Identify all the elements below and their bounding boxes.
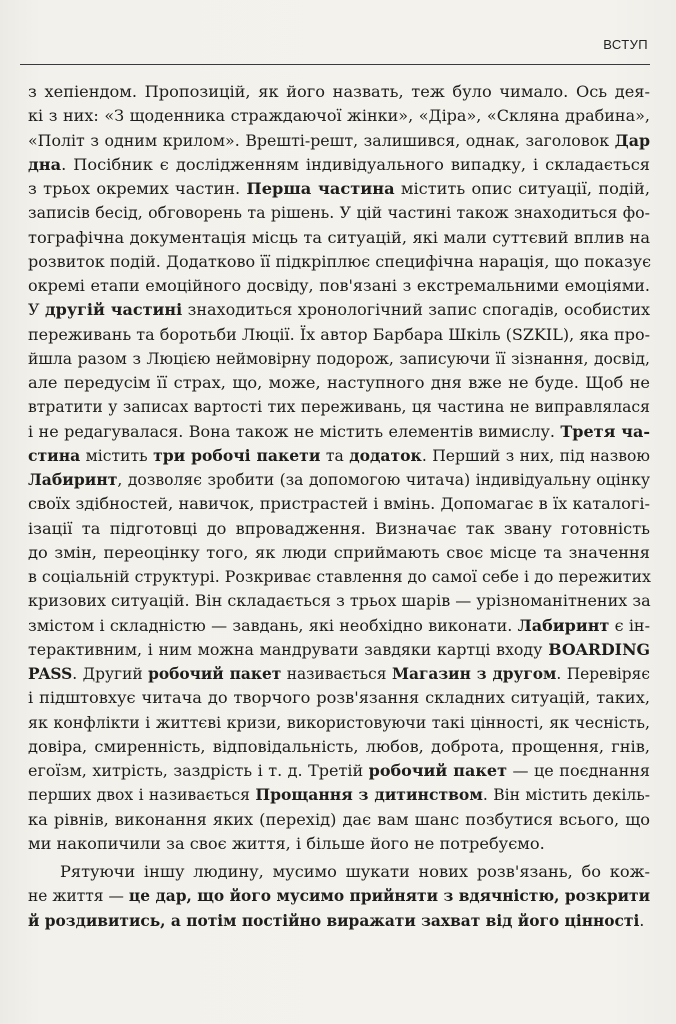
running-header: ВСТУП: [603, 37, 648, 52]
text-run: перших двох і називається: [28, 786, 256, 805]
text-line: [28, 832, 650, 856]
bold-run: другій частині: [45, 300, 183, 320]
text-line: [28, 129, 650, 153]
text-run: з трьох окремих частин.: [28, 179, 247, 198]
text-run: не життя —: [28, 887, 129, 906]
text-run: містить: [80, 446, 154, 465]
text-run: і підштовхує читача до творчого розв'язання складних ситуацій, таких,: [28, 688, 650, 708]
text-run: У: [28, 300, 46, 320]
text-run: довіра, смиренність, відповідальність, любов, доброта, прощення, гнів,: [28, 736, 650, 756]
text-line: [28, 492, 650, 516]
text-line: [28, 298, 650, 322]
text-run: записів бесід, обговорень та рішень. У цій частині також знаходиться фо-: [28, 203, 650, 223]
text-run: з хепіендом. Пропозицій, як його назвать, теж було чимало. Ось дея-: [28, 82, 650, 101]
bold-run: це дар, що його мусимо прийняти з вдячністю, розкрити: [128, 887, 650, 906]
header-rule: [20, 64, 650, 65]
text-run: ка рівнів, виконання яких (перехід) дає вам шанс позбутися всього, що: [28, 809, 650, 829]
text-line: [28, 662, 650, 686]
text-run: та: [320, 446, 350, 465]
text-run: до змін, переоцінку того, як люди сприймають своє місце та значення: [28, 542, 650, 562]
text-line: [28, 395, 650, 419]
text-run: .: [639, 911, 645, 930]
text-run: Рятуючи іншу людину, мусимо шукати нових розв'язань, бо кож-: [60, 862, 650, 881]
text-line: [28, 614, 650, 638]
text-run: йшла разом з Люцією неймовірну подорож, записуючи її зізнання, досвід,: [28, 349, 650, 368]
text-line: [28, 711, 650, 735]
text-line: [28, 808, 650, 832]
text-run: тографічна документація місць та ситуацій, які мали суттєвий вплив на: [28, 227, 650, 247]
bold-run: додаток: [349, 445, 422, 465]
text-run: містить опис ситуації, подій,: [394, 179, 650, 198]
text-line: [28, 104, 650, 128]
text-run: егоїзм, хитрість, заздрість і т. д. Третій: [28, 761, 369, 780]
text-line: [28, 589, 650, 613]
text-line: [28, 638, 650, 662]
bold-run: Дар: [614, 130, 650, 150]
text-run: переживань та боротьби Люції. Їх автор Барбара Шкіль (SZKIL), яка про-: [28, 324, 650, 344]
bold-run: Перша частина: [246, 179, 395, 198]
text-line: [28, 80, 650, 104]
text-run: в соціальній структурі. Розкриває ставлення до самої себе і до пережитих: [28, 567, 651, 586]
text-line: [28, 517, 650, 541]
bold-run: Магазин з другом: [391, 665, 557, 683]
text-run: . Посібник є дослідженням індивідуального випадку, і складається: [61, 154, 650, 174]
text-run: є ін-: [609, 615, 651, 635]
text-run: знаходиться хронологічний запис спогадів, особистих: [182, 300, 651, 320]
text-run: ми накопичили за своє життя, і більше його не потребуємо.: [28, 833, 545, 853]
text-line: [28, 177, 650, 201]
bold-run: три робочі пакети: [153, 445, 321, 465]
text-line: [28, 541, 650, 565]
text-line: [28, 735, 650, 759]
text-line: [28, 860, 650, 884]
text-run: , дозволяє зробити (за допомогою читача) індивідуальну оцінку: [117, 471, 650, 489]
text-run: розвиток подій. Додатково її підкріплює специфічна нарація, що показує: [28, 251, 652, 271]
text-line: [28, 250, 650, 274]
text-run: своїх здібностей, навичок, пристрастей і вмінь. Допомагає в їх каталогі-: [28, 494, 650, 514]
text-line: [28, 565, 650, 589]
bold-run: робочий пакет: [148, 665, 282, 683]
body-text: [28, 80, 650, 933]
text-run: але передусім її страх, що, може, наступного дня вже не буде. Щоб не: [28, 373, 650, 392]
text-run: як конфлікти і життєві кризи, використовуючи такі цінності, як чесність,: [28, 712, 650, 732]
text-line: [28, 371, 650, 395]
text-run: кризових ситуацій. Він складається з трьох шарів — урізноманітнених за: [28, 591, 651, 611]
text-line: [28, 686, 650, 710]
bold-run: Прощання з дитинством: [255, 785, 483, 805]
text-line: [28, 759, 650, 783]
text-run: . Перший з них, під назвою: [421, 446, 650, 465]
bold-run: стина: [28, 445, 81, 465]
text-line: [28, 444, 650, 468]
bold-run: BOARDING: [548, 639, 650, 659]
text-run: називається: [281, 665, 392, 683]
text-line: [28, 783, 650, 807]
text-line: [28, 323, 650, 347]
text-line: [28, 884, 650, 908]
bold-run: дна: [28, 154, 62, 174]
text-run: . Перевіряє: [556, 665, 650, 683]
text-run: ізації та підготовці до впровадження. Визначає так звану готовність: [28, 518, 650, 538]
text-line: [28, 420, 650, 444]
text-line: [28, 153, 650, 177]
text-run: і не редагувалася. Вона також не містить елементів вимислу.: [28, 421, 561, 441]
text-run: . Він містить декіль-: [482, 786, 650, 805]
text-run: змістом і складністю — завдань, які необхідно виконати.: [28, 615, 518, 635]
text-line: [28, 909, 650, 933]
text-run: втратити у записах вартості тих переживань, ця частина не виправлялася: [28, 398, 650, 417]
bold-run: Лабиринт: [517, 615, 610, 635]
bold-run: Лабиринт: [28, 470, 118, 489]
text-line: [28, 468, 650, 492]
text-run: кі з них: «З щоденника страждаючої жінки», «Діра», «Скляна драбина»,: [28, 106, 650, 126]
text-run: терактивним, і ним можна мандрувати завдяки картці входу: [28, 639, 549, 659]
bold-run: й роздивитись, а потім постійно виражати захват від його цінності: [28, 911, 640, 930]
bold-run: робочий пакет: [368, 761, 508, 780]
text-line: [28, 347, 650, 371]
bold-run: PASS: [28, 665, 73, 683]
text-run: . Другий: [72, 665, 149, 683]
text-run: «Політ з одним крилом». Врешті-решт, залишився, однак, заголовок: [28, 130, 615, 150]
text-run: окремі етапи емоційного досвіду, пов'язані з екстремальними емоціями.: [28, 276, 650, 295]
text-line: [28, 226, 650, 250]
bold-run: Третя ча-: [560, 421, 650, 441]
text-line: [28, 201, 650, 225]
text-line: [28, 274, 650, 298]
text-run: — це поєднання: [507, 761, 651, 780]
